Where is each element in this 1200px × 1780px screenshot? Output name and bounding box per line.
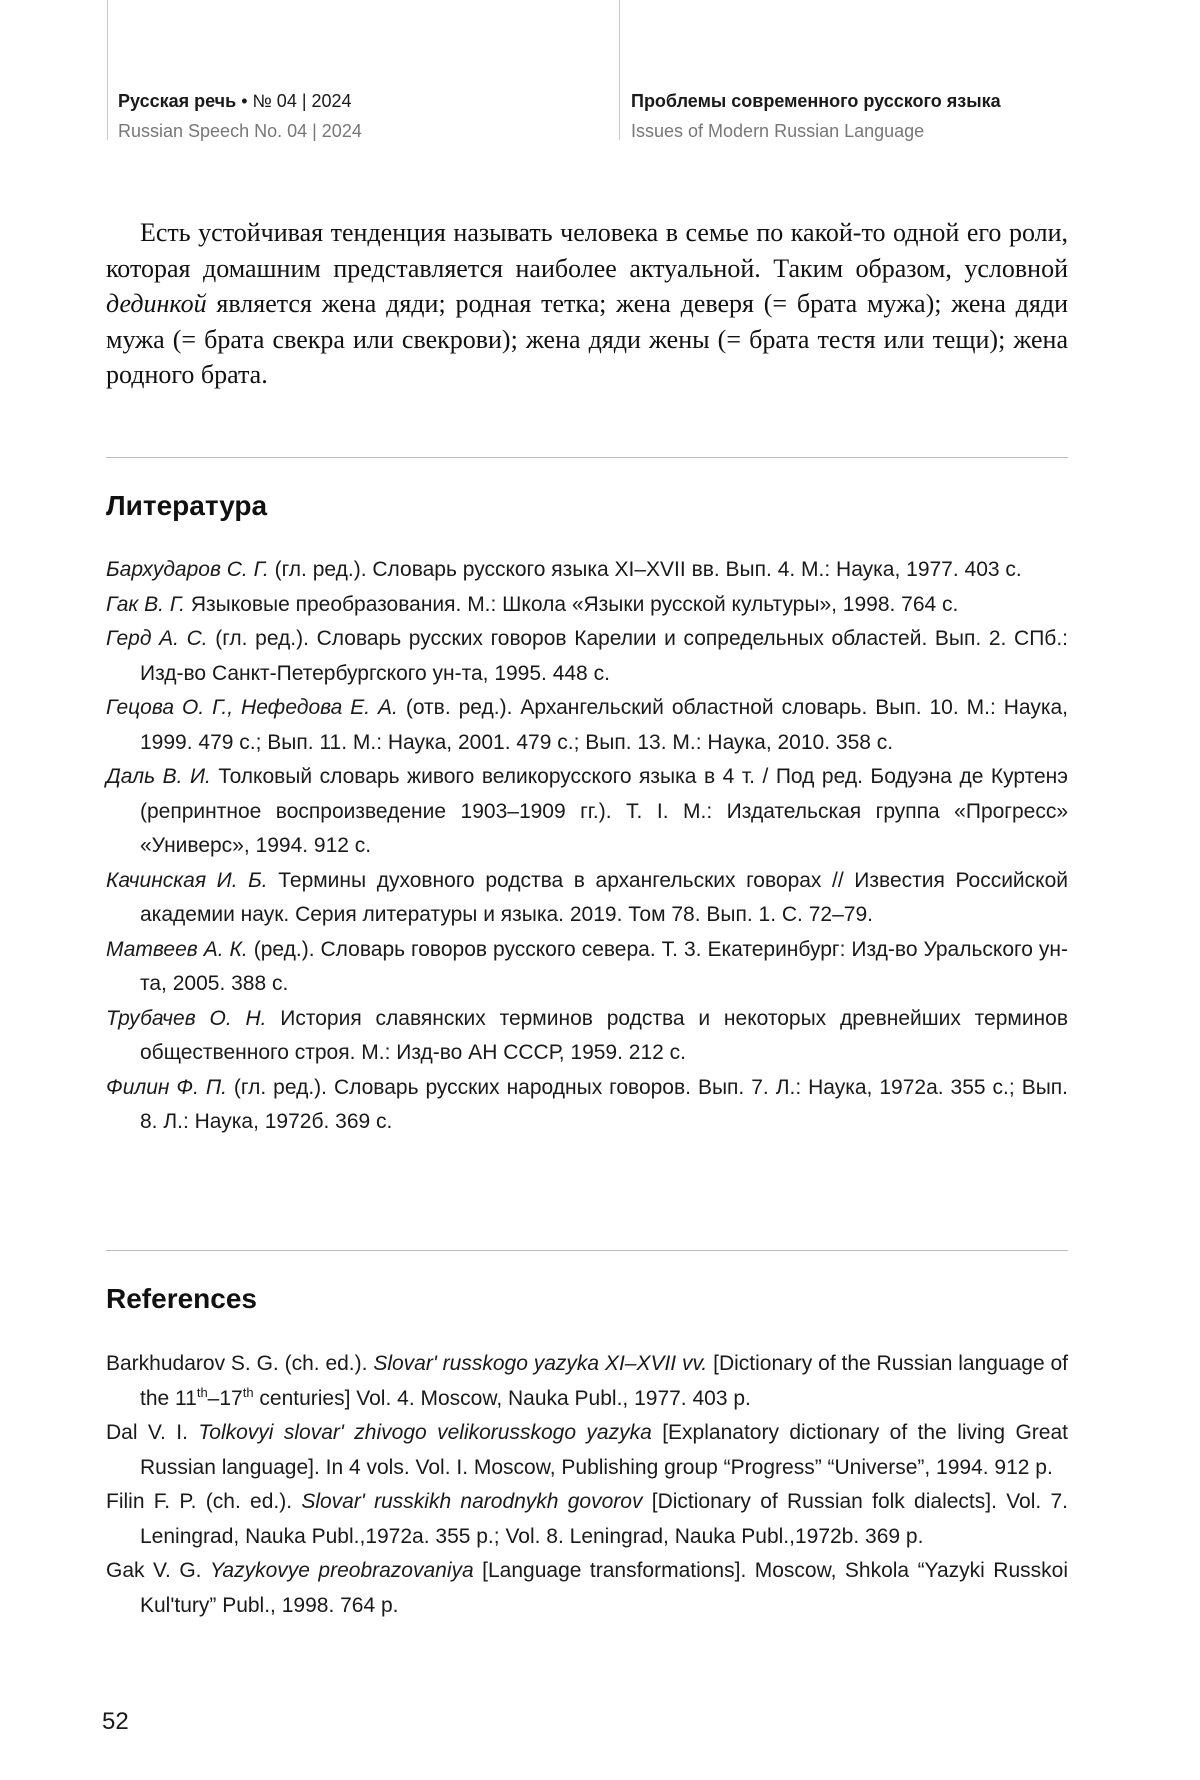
literature-item	[106, 1002, 1068, 1071]
reference-details: [Explanatory dictionary of the living Great Russian language]. In 4 vols. Vol. I. Moscow, Publishing group “Progress” “Universe”, 1994. 912 p.	[140, 1421, 1068, 1479]
reference-author: Dal V. I.	[106, 1421, 199, 1444]
reference-item	[106, 1347, 1068, 1416]
reference-item	[106, 1485, 1068, 1554]
journal-title-en: Russian Speech No. 04 | 2024	[118, 121, 362, 141]
literature-details: (ред.). Словарь говоров русского севера. Т. 3. Екатеринбург: Изд-во Уральского ун-та, 2005. 388 с.	[140, 937, 1068, 995]
literature-item	[106, 1071, 1068, 1140]
literature-details: Языковые преобразования. М.: Школа «Языки русской культуры», 1998. 764 с.	[185, 592, 959, 616]
literature-item	[106, 864, 1068, 933]
literature-heading: Литература	[106, 490, 268, 521]
reference-superscript: th	[242, 1384, 254, 1400]
literature-details: (гл. ред.). Словарь русских говоров Карелии и сопредельных областей. Вып. 2. СПб.: Изд-во Санкт-Петербургского ун-та, 1995. 448 с.	[140, 627, 1068, 685]
literature-author: Гецова О. Г., Нефедова Е. А.	[106, 696, 398, 719]
literature-author: Герд А. С.	[106, 627, 208, 650]
reference-title: Slovar' russkikh narodnykh govorov	[301, 1490, 643, 1513]
literature-item	[106, 691, 1068, 760]
term-dedinka: дединкой	[106, 289, 207, 318]
references-list	[106, 1347, 1068, 1623]
literature-details: История славянских терминов родства и некоторых древнейших терминов общественного строя. М.: Изд-во АН СССР, 1959. 212 с.	[140, 1006, 1068, 1064]
literature-details: (гл. ред.). Словарь русского языка XI–XVII вв. Вып. 4. М.: Наука, 1977. 403 с.	[268, 558, 1022, 581]
section-divider	[106, 457, 1068, 458]
reference-details: [Dictionary of Russian folk dialects]. Vol. 7. Leningrad, Nauka Publ.,1972a. 355 p.; Vol. 8. Leningrad, Nauka Publ.,1972b. 369 p.	[140, 1490, 1068, 1548]
literature-details: (отв. ред.). Архангельский областной словарь. Вып. 10. М.: Наука, 1999. 479 с.; Вып. 11. М.: Наука, 2001. 479 с.; Вып. 13. М.: Наука, 2010. 358 с.	[140, 696, 1069, 754]
reference-author: Barkhudarov S. G. (ch. ed.).	[106, 1352, 374, 1375]
literature-author: Гак В. Г.	[106, 592, 185, 616]
literature-item	[106, 933, 1068, 1002]
header-divider-left	[107, 0, 108, 140]
reference-title: Slovar' russkogo yazyka XI–XVII vv.	[373, 1352, 708, 1375]
literature-details: (гл. ред.). Словарь русских народных говоров. Вып. 7. Л.: Наука, 1972а. 355 с.; Вып. 8. Л.: Наука, 1972б. 369 с.	[140, 1075, 1068, 1133]
section-title-en: Issues of Modern Russian Language	[631, 121, 925, 141]
reference-details: –17	[207, 1386, 243, 1410]
section-header	[631, 86, 1001, 146]
journal-header	[118, 86, 362, 146]
header-divider-middle	[619, 0, 620, 140]
page-number: 52	[102, 1708, 129, 1735]
reference-title: Yazykovye preobrazovaniya	[209, 1559, 474, 1582]
literature-author: Трубачев О. Н.	[106, 1006, 267, 1030]
reference-superscript: th	[196, 1384, 208, 1400]
reference-item	[106, 1416, 1068, 1485]
literature-author: Качинская И. Б.	[106, 868, 268, 892]
body-paragraph: Есть устойчивая тенденция называть человека в семье по какой-то одной его роли, которая домашним представляется наиболее актуальной. Таким образом, условной дединкой является жена дяди; родная тетка; жена деверя (= брата мужа); жена дяди мужа (= брата свекра или свекрови); жена дяди жены (= брата тестя или тещи); жена родного брата.	[106, 218, 1068, 389]
reference-title: Tolkovyi slovar' zhivogo velikorusskogo yazyka	[198, 1421, 652, 1444]
literature-author: Бархударов С. Г.	[106, 558, 269, 581]
literature-item	[106, 622, 1068, 691]
references-heading: References	[106, 1283, 257, 1314]
literature-details: Термины духовного родства в архангельских говорах // Известия Российской академии наук. Серия литературы и языка. 2019. Том 78. Вып. 1. С. 72–79.	[140, 868, 1068, 926]
literature-item	[106, 588, 1068, 623]
reference-details: centuries] Vol. 4. Moscow, Nauka Publ., 1977. 403 p.	[253, 1386, 751, 1410]
section-title-ru: Проблемы современного русского языка	[631, 91, 1001, 111]
literature-item	[106, 760, 1068, 864]
reference-author: Filin F. P. (ch. ed.).	[106, 1490, 302, 1513]
reference-details: [Dictionary of the Russian language of the 11	[140, 1352, 1069, 1410]
literature-author: Филин Ф. П.	[106, 1075, 227, 1099]
literature-details: Толковый словарь живого великорусского языка в 4 т. / Под ред. Бодуэна де Куртенэ (репринтное воспроизведение 1903–1909 гг.). Т. I. М.: Издательская группа «Прогресс» «Универс», 1994. 912 с.	[140, 765, 1068, 857]
literature-list	[106, 553, 1068, 1140]
journal-title-ru: Русская речь • № 04 | 2024	[118, 91, 352, 111]
literature-author: Даль В. И.	[106, 765, 211, 788]
reference-details: [Language transformations]. Moscow, Shkola “Yazyki Russkoi Kul'tury” Publ., 1998. 764 p.	[140, 1559, 1068, 1617]
reference-item	[106, 1554, 1068, 1623]
literature-item	[106, 553, 1068, 588]
section-divider	[106, 1250, 1068, 1251]
literature-author: Матвеев А. К.	[106, 937, 248, 961]
reference-author: Gak V. G.	[106, 1559, 210, 1582]
